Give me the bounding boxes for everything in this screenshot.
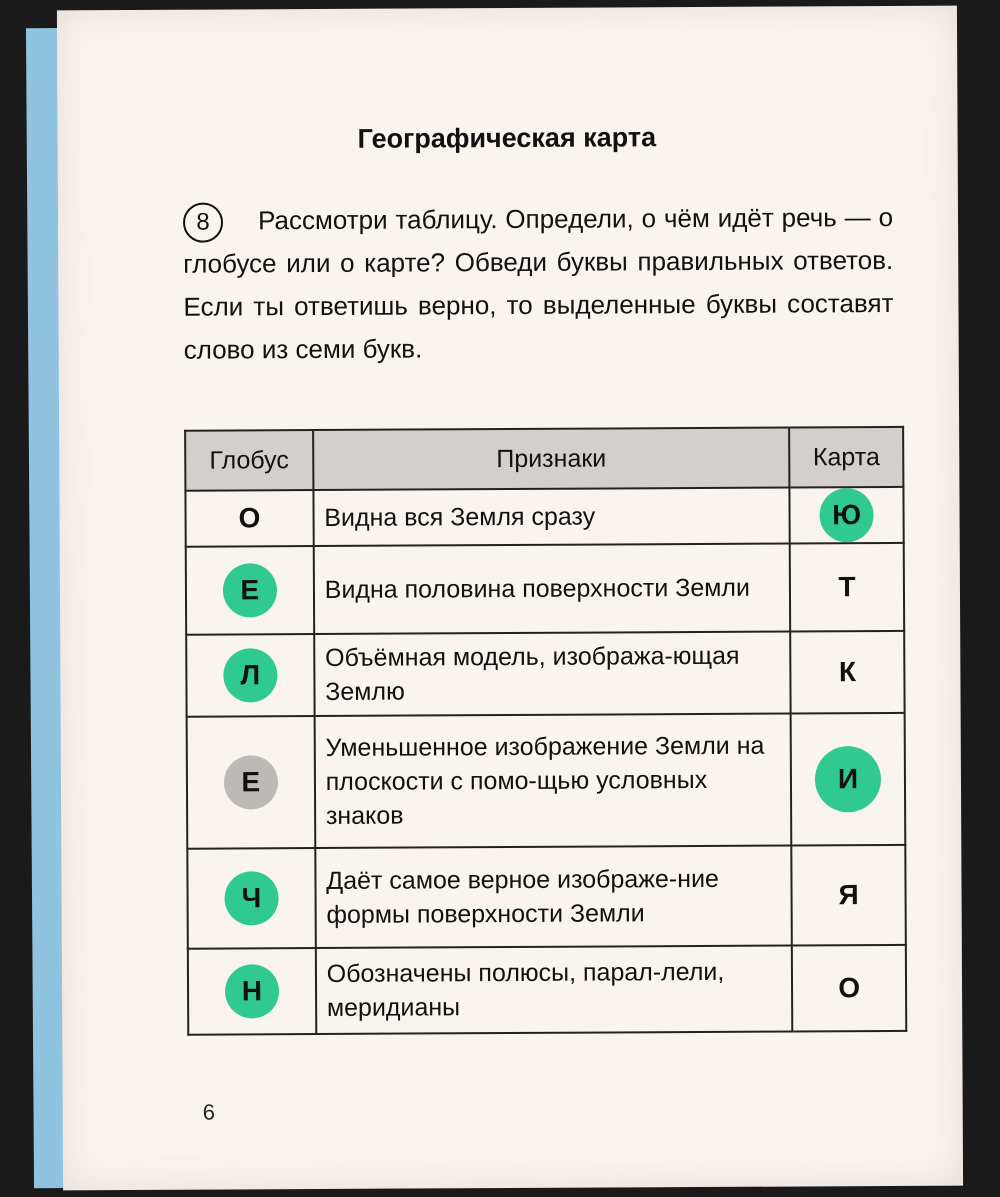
workbook-page (57, 6, 963, 1191)
globe-letter[interactable]: Е (186, 546, 314, 635)
table-header-row (185, 427, 903, 491)
feature-text: Даёт самое верное изображе-ние формы поверхности Земли (315, 846, 792, 948)
feature-text: Видна вся Земля сразу (313, 488, 790, 546)
table-row (185, 487, 903, 547)
globe-letter[interactable]: Ч (187, 848, 315, 949)
table-row (186, 543, 904, 635)
feature-text: Объёмная модель, изобража-ющая Землю (314, 632, 791, 716)
header-features: Признаки (313, 428, 790, 490)
globe-letter[interactable]: О (185, 490, 313, 547)
task-text: Рассмотри таблицу. Определи, о чём идёт речь — о глобусе или о карте? Обведи буквы правильных ответов. Если ты ответишь верно, то выделенные буквы составят слово из семи букв. (183, 201, 894, 365)
map-letter[interactable]: Ю (790, 487, 904, 544)
header-map: Карта (789, 427, 903, 488)
table-row (187, 713, 906, 849)
feature-text: Видна половина поверхности Земли (313, 544, 790, 634)
table-row (188, 945, 906, 1035)
globe-map-table (184, 426, 907, 1036)
table-row (187, 845, 906, 949)
task-number: 8 (183, 202, 223, 242)
table-row (186, 631, 904, 717)
map-letter[interactable]: О (792, 945, 906, 1032)
globe-letter[interactable]: Л (186, 634, 314, 717)
page-number: 6 (202, 1099, 216, 1125)
map-letter[interactable]: Я (792, 845, 906, 946)
feature-text: Обозначены полюсы, парал-лели, меридианы (316, 946, 793, 1034)
map-letter[interactable]: И (791, 713, 905, 846)
map-letter[interactable]: К (790, 631, 904, 714)
globe-letter[interactable]: Е (187, 716, 315, 849)
map-letter[interactable]: Т (790, 543, 904, 632)
globe-letter[interactable]: Н (188, 948, 316, 1035)
page-title: Географическая карта (357, 122, 657, 154)
feature-text: Уменьшенное изображение Земли на плоскости с помо-щью условных знаков (314, 714, 791, 848)
header-globe: Глобус (185, 430, 313, 491)
